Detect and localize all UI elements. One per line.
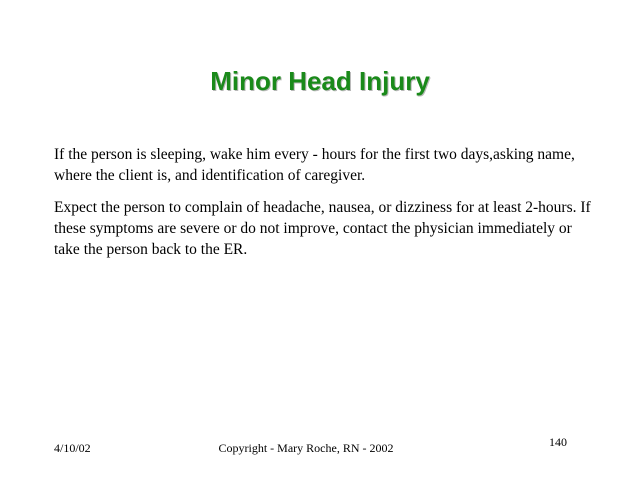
footer-date: 4/10/02: [54, 441, 91, 455]
slide-body: [54, 144, 594, 271]
page-number: 140: [549, 435, 567, 449]
paragraph-symptoms: Expect the person to complain of headache, nausea, or dizziness for at least 2-hours. If these symptoms are severe or do not improve, contact the physician immediately or take the person back to the ER.: [54, 199, 591, 258]
paragraph-sleeping: If the person is sleeping, wake him every - hours for the first two days,asking name, where the client is, and identification of caregiver.: [54, 146, 575, 184]
footer-copyright: Copyright - Mary Roche, RN - 2002: [218, 441, 394, 455]
slide-title: Minor Head Injury: [210, 66, 430, 96]
